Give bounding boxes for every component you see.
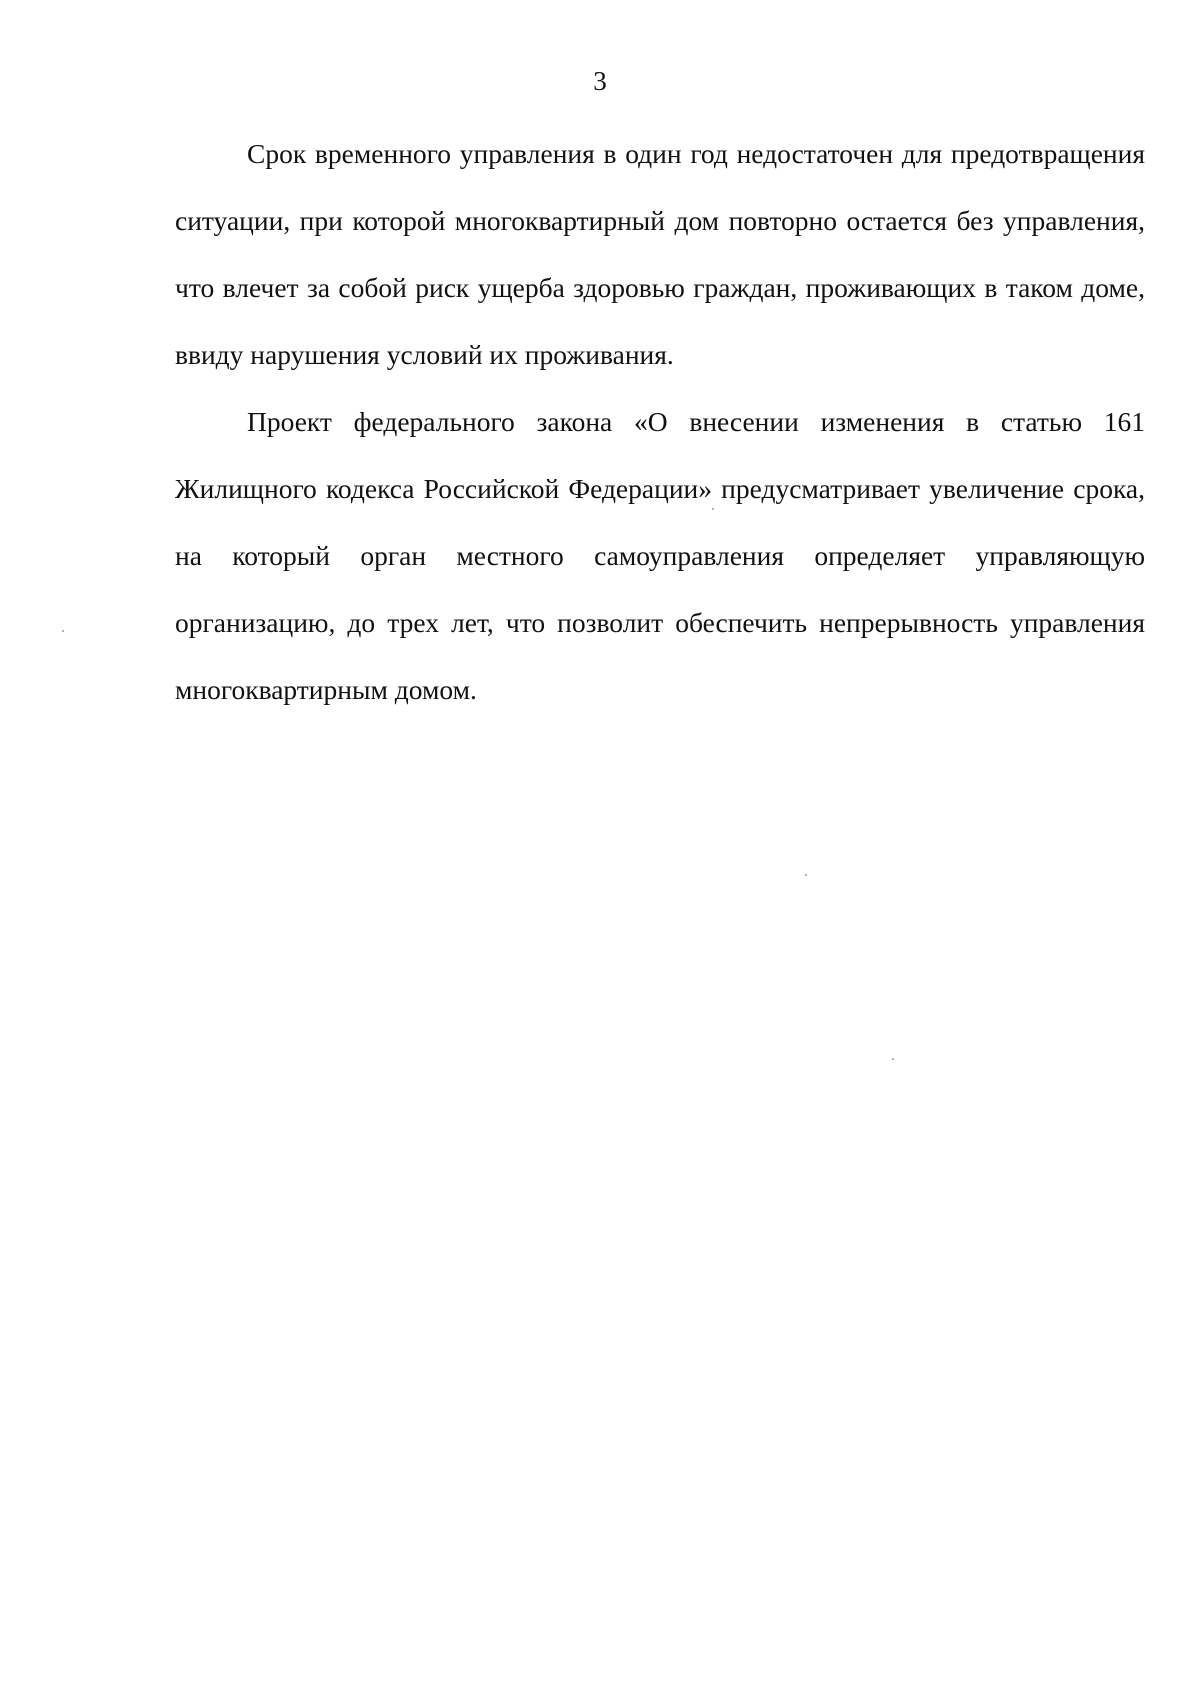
scan-speck [805,874,807,876]
scan-speck [62,630,64,632]
page-number: 3 [593,66,607,96]
document-body [175,120,1145,723]
paragraph-2: Проект федерального закона «О внесении изменения в статью 161 Жилищного кодекса Российской Федерации» предусматривает увеличение срока, на который орган местного самоуправления определяет управляющую организацию, до трех лет, что позволит обеспечить непрерывность управления многоквартирным домом. [175,406,1145,705]
scan-speck [892,1058,894,1060]
paragraph-1: Срок временного управления в один год недостаточен для предотвращения ситуации, при которой многоквартирный дом повторно остается без управления, что влечет за собой риск ущерба здоровью граждан, проживающих в таком доме, ввиду нарушения условий их проживания. [175,138,1145,370]
scan-speck [712,508,714,510]
